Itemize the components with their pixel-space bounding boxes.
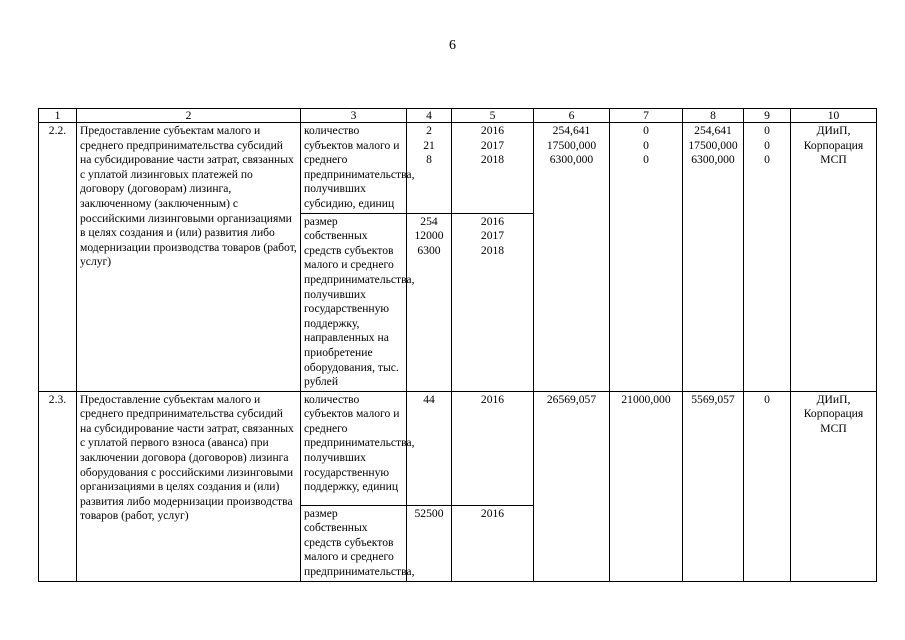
indicator-value: 44 bbox=[407, 391, 452, 505]
amount: 0 bbox=[643, 138, 649, 152]
executor: ДИиП, Корпорация МСП bbox=[791, 123, 877, 392]
indicator-value: 6300 bbox=[417, 243, 441, 257]
page-number: 6 bbox=[449, 38, 456, 53]
amount: 17500,000 bbox=[688, 138, 738, 152]
header-cell: 8 bbox=[683, 109, 744, 123]
year: 2016 bbox=[480, 124, 505, 137]
year: 2016 bbox=[452, 505, 534, 581]
indicator-value: 21 bbox=[423, 138, 435, 152]
indicator-value: 254 bbox=[420, 214, 438, 228]
year: 2018 bbox=[480, 243, 505, 257]
indicator-value: 52500 bbox=[407, 505, 452, 581]
header-cell: 10 bbox=[791, 109, 877, 123]
year: 2017 bbox=[480, 138, 505, 152]
amount: 254,641 bbox=[552, 124, 591, 137]
measure-description: Предоставление субъектам малого и среднего предпринимательства субсидий на субсидирование части затрат, связанных с уплатой первого взноса (аванса) при заключении договора (договоров) лизинга оборудования с российскими лизинговыми организациями в целях создания и (или) развития либо модернизации производства товаров (работ, услуг) bbox=[77, 391, 301, 581]
amount: 0 bbox=[764, 153, 770, 167]
indicator-years bbox=[452, 213, 534, 391]
indicator-years bbox=[452, 123, 534, 214]
header-cell: 6 bbox=[534, 109, 610, 123]
funding-total bbox=[534, 123, 610, 392]
indicator-name: размер собственных средств субъектов малого и среднего предпринимательства, bbox=[301, 505, 407, 581]
amount: 0 bbox=[764, 138, 770, 152]
indicator-name: количество субъектов малого и среднего предпринимательства, получивших субсидию, единиц bbox=[301, 123, 407, 214]
measure-description: Предоставление субъектам малого и среднего предпринимательства субсидий на субсидирование части затрат, связанных с уплатой лизинговых платежей по договору (договорам) лизинга, заключенному (заключенным) с российскими лизинговыми организациями в целях создания и (или) развития либо модернизации производства товаров (работ, услуг) bbox=[77, 123, 301, 392]
measures-table bbox=[38, 108, 877, 582]
header-row bbox=[39, 109, 877, 123]
indicator-value: 8 bbox=[426, 153, 432, 167]
year: 2016 bbox=[452, 391, 534, 505]
indicator-value: 12000 bbox=[414, 229, 444, 243]
header-cell: 7 bbox=[610, 109, 683, 123]
amount: 0 bbox=[764, 124, 770, 137]
amount: 0 bbox=[643, 153, 649, 167]
year: 2016 bbox=[480, 214, 505, 228]
amount: 6300,000 bbox=[549, 153, 594, 167]
funding-other bbox=[744, 123, 791, 392]
amount: 0 bbox=[643, 124, 649, 137]
indicator-name: количество субъектов малого и среднего предпринимательства, получивших государственную поддержку, единиц bbox=[301, 391, 407, 505]
amount: 254,641 bbox=[694, 124, 732, 137]
amount: 6300,000 bbox=[691, 153, 735, 167]
header-cell: 2 bbox=[77, 109, 301, 123]
executor: ДИиП, Корпорация МСП bbox=[791, 391, 877, 581]
row-number: 2.3. bbox=[39, 391, 77, 581]
header-cell: 3 bbox=[301, 109, 407, 123]
funding-regional: 5569,057 bbox=[683, 391, 744, 581]
funding-other: 0 bbox=[744, 391, 791, 581]
indicator-name: размер собственных средств субъектов малого и среднего предпринимательства, получивших государственную поддержку, направленных на приобретение оборудования, тыс. рублей bbox=[301, 213, 407, 391]
amount: 17500,000 bbox=[546, 138, 597, 152]
header-cell: 1 bbox=[39, 109, 77, 123]
header-cell: 4 bbox=[407, 109, 452, 123]
indicator-value: 2 bbox=[426, 124, 432, 137]
table-row bbox=[39, 123, 877, 214]
funding-regional bbox=[683, 123, 744, 392]
row-number: 2.2. bbox=[39, 123, 77, 392]
funding-federal: 21000,000 bbox=[610, 391, 683, 581]
header-cell: 9 bbox=[744, 109, 791, 123]
indicator-values bbox=[407, 213, 452, 391]
funding-total: 26569,057 bbox=[534, 391, 610, 581]
year: 2017 bbox=[480, 229, 505, 243]
table-row bbox=[39, 391, 877, 505]
year: 2018 bbox=[480, 153, 505, 167]
funding-federal bbox=[610, 123, 683, 392]
header-cell: 5 bbox=[452, 109, 534, 123]
